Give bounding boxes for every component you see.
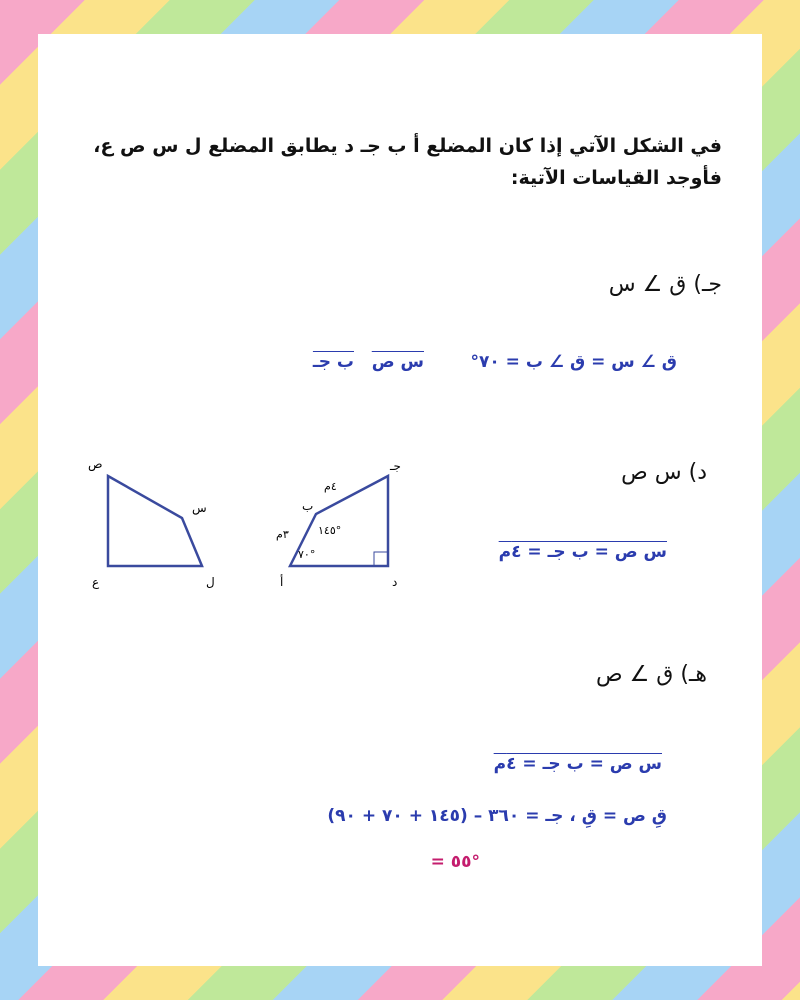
part-c-segment-2: ب جـ [312,352,354,372]
label-ba: ب [302,499,314,513]
angle-a-measure: ٧٠° [298,548,316,561]
side-ab-length: ٣م [276,528,289,541]
label-sin: س [192,501,207,515]
label-jim: جـ [390,459,401,473]
label-sad: ص [88,457,103,471]
question-text: في الشكل الآتي إذا كان المضلع أ ب جـ د يطابق المضلع ل س ص ع، فأوجد القياسات الآتية: [93,135,722,189]
polygons-figure [80,454,420,594]
part-c-answer: ق ∠ س = ق ∠ ب = ٧٠° [470,352,677,372]
part-e-line-3: = ٥٥° [430,852,480,872]
label-dal: د [392,575,398,589]
part-c-segment-1: س ص [371,352,424,372]
label-alif: أ [280,575,284,589]
part-e-label: هـ) ق ∠ ص [596,662,707,687]
part-c-label: جـ) ق ∠ س [608,272,722,297]
label-ain: ع [92,575,100,589]
part-d-answer: س ص = ب جـ = ٤م [498,542,667,562]
side-bc-length: ٤م [324,480,337,493]
part-e-line-1: س ص = ب جـ = ٤م [493,754,662,774]
label-lam: ل [206,575,215,589]
part-d-label: د) س ص [621,460,707,485]
angle-b-measure: ١٤٥° [318,524,342,537]
worksheet-page [38,34,762,966]
polygon-lsse [108,476,202,566]
right-angle-mark [374,552,388,566]
part-e-line-2: قِ ص = قِ ، جـ = ٣٦٠ – (١٤٥ + ٧٠ + ٩٠) [327,806,667,826]
